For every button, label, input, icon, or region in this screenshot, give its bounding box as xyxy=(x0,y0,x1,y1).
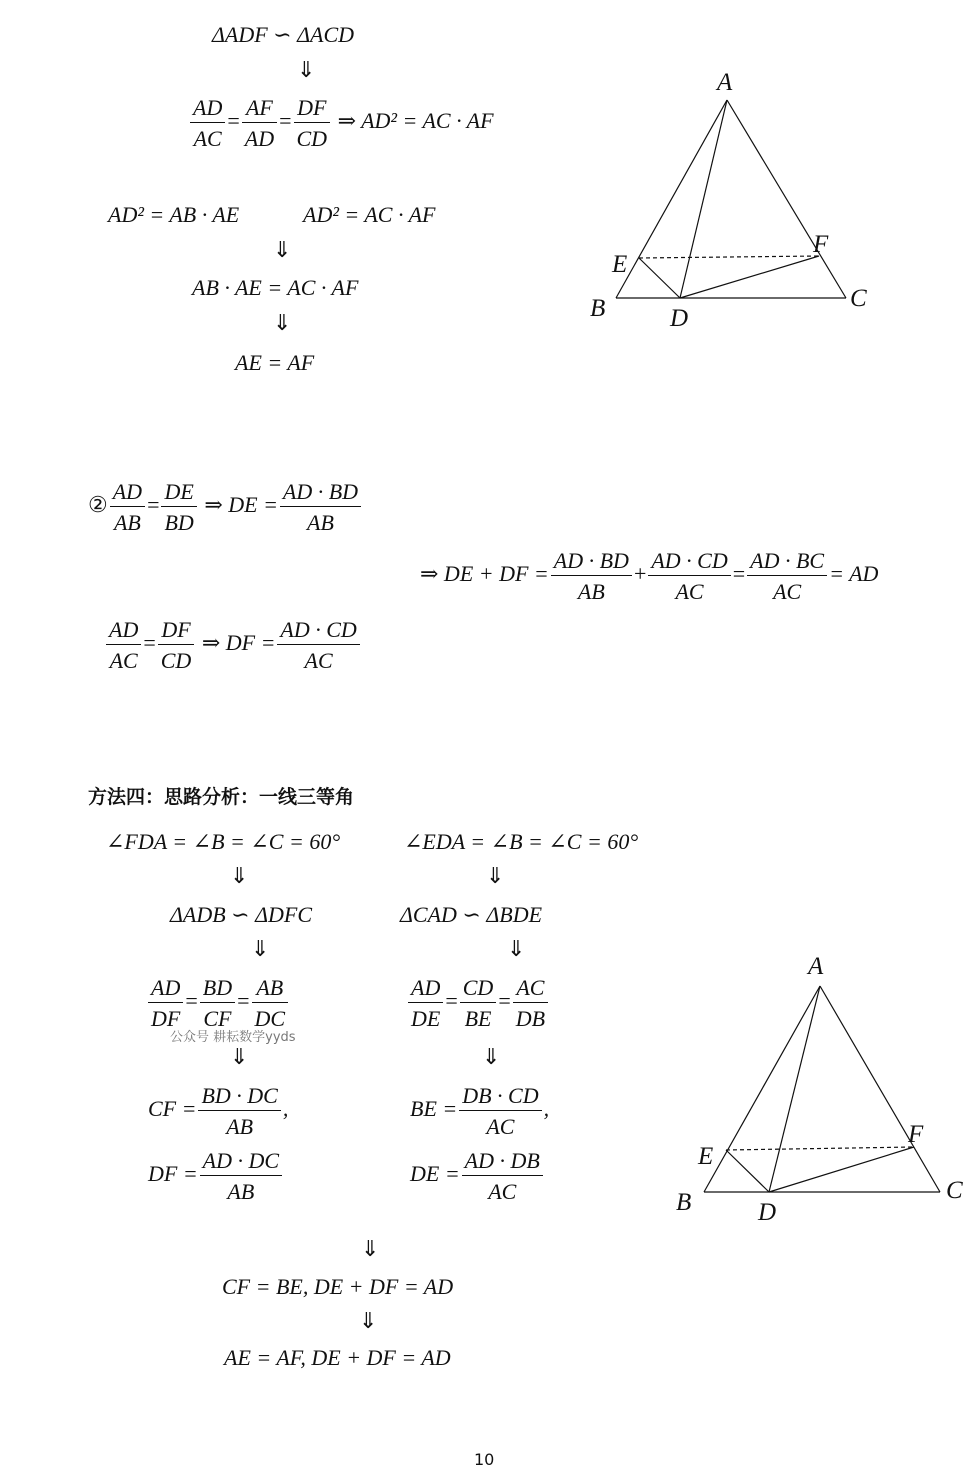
point-label-a: A xyxy=(808,953,824,980)
implies-down-arrow: ⇓ xyxy=(482,1045,501,1070)
point-label-c: C xyxy=(850,285,867,312)
fraction: $\frac{AB}{DC}$ xyxy=(252,976,289,1030)
point-label-e: E xyxy=(698,1143,714,1170)
fraction: $\frac{DF}{CD}$ xyxy=(294,96,331,150)
eq-de: DE = $\frac{AD \cdot DB}{AC}$ xyxy=(410,1149,545,1203)
implies-down-arrow: ⇓ xyxy=(486,864,505,889)
side-ac xyxy=(820,986,940,1192)
fraction: $\frac{AF}{AD}$ xyxy=(242,96,277,150)
implies-down-arrow: ⇓ xyxy=(297,58,316,83)
fraction: $\frac{BD}{CF}$ xyxy=(200,976,235,1030)
segment-ed xyxy=(726,1150,769,1192)
segment-ed xyxy=(639,258,680,298)
segment-ad xyxy=(769,986,820,1192)
circle-number: ② xyxy=(88,492,108,518)
segment-df xyxy=(769,1147,914,1192)
page-number: 10 xyxy=(474,1450,495,1469)
point-label-c: C xyxy=(946,1177,963,1204)
similar-triangles-adf-acd: ΔADF ∽ ΔACD xyxy=(212,22,355,47)
fraction: $\frac{AD \cdot BC}{AC}$ xyxy=(747,549,827,603)
triangle-figure-2 xyxy=(668,950,974,1232)
fraction: $\frac{AD}{DF}$ xyxy=(148,976,183,1030)
eq-de-derivation: ② $\frac{AD}{AB}$ = $\frac{DE}{BD}$ ⇒ DE = $\frac{AD \cdot BD}{AB}$ xyxy=(88,480,363,534)
fraction: $\frac{AD \cdot CD}{AC}$ xyxy=(277,618,359,672)
fraction: $\frac{DE}{BD}$ xyxy=(161,480,196,534)
point-label-e: E xyxy=(612,251,628,278)
fraction: $\frac{AD \cdot DB}{AC}$ xyxy=(462,1149,543,1203)
ratio-result: ⇒ AD² = AC · AF xyxy=(337,108,494,134)
angles-right: ∠EDA = ∠B = ∠C = 60° xyxy=(404,829,639,854)
conclusion-1: CF = BE, DE + DF = AD xyxy=(222,1274,454,1299)
eq-df: DF = $\frac{AD \cdot DC}{AB}$ xyxy=(148,1149,284,1203)
watermark: 公众号 耕耘数学yyds xyxy=(170,1030,296,1045)
fraction: $\frac{AD}{AB}$ xyxy=(110,480,145,534)
conclusion-2: AE = AF, DE + DF = AD xyxy=(224,1345,451,1370)
point-label-b: B xyxy=(676,1189,692,1216)
fraction: $\frac{DB \cdot CD}{AC}$ xyxy=(459,1084,541,1138)
point-label-d: D xyxy=(670,305,689,332)
method-4-heading: 方法四：思路分析：一线三等角 xyxy=(88,786,355,808)
segment-ef-dashed xyxy=(726,1147,914,1150)
eq-be: BE = $\frac{DB \cdot CD}{AC}$ , xyxy=(410,1083,550,1140)
side-ab xyxy=(616,100,727,298)
point-label-f: F xyxy=(813,231,829,258)
fraction: $\frac{AD}{DE}$ xyxy=(408,976,443,1030)
segment-df xyxy=(680,256,819,298)
implies-down-arrow: ⇓ xyxy=(361,1237,380,1262)
implies-down-arrow: ⇓ xyxy=(507,937,526,962)
implies-down-arrow: ⇓ xyxy=(273,311,292,336)
fraction: $\frac{AC}{DB}$ xyxy=(513,976,548,1030)
implies-down-arrow: ⇓ xyxy=(359,1309,378,1334)
implies-down-arrow: ⇓ xyxy=(273,238,292,263)
fraction: $\frac{DF}{CD}$ xyxy=(158,618,195,672)
triangle-figure-1 xyxy=(580,60,880,335)
segment-ef-dashed xyxy=(639,256,819,258)
eq-sum-de-df: ⇒ DE + DF = $\frac{AD \cdot BD}{AB}$ + $\frac{AD \cdot CD}{AC}$ = $\frac{AD \cdot BC}{AC}$ = AD xyxy=(420,548,879,605)
angles-left: ∠FDA = ∠B = ∠C = 60° xyxy=(106,829,341,854)
eq-cf: CF = $\frac{BD \cdot DC}{AB}$ , xyxy=(148,1083,289,1140)
fraction: $\frac{AD \cdot BD}{AB}$ xyxy=(551,549,632,603)
fraction: $\frac{BD \cdot DC}{AB}$ xyxy=(198,1084,280,1138)
implies-down-arrow: ⇓ xyxy=(230,864,249,889)
fraction: $\frac{CD}{BE}$ xyxy=(460,976,497,1030)
fraction: $\frac{AD}{AC}$ xyxy=(190,96,225,150)
implies-down-arrow: ⇓ xyxy=(251,937,270,962)
ratio-equation-adf: $\frac{AD}{AC}$ = $\frac{AF}{AD}$ = $\frac{DF}{CD}$ ⇒ AD² = AC · AF xyxy=(188,96,494,150)
side-ab xyxy=(704,986,820,1192)
point-label-d: D xyxy=(758,1199,777,1226)
eq-ad2-ab-ae: AD² = AB · AE xyxy=(108,202,240,227)
point-label-a: A xyxy=(717,69,733,96)
ratio-right: $\frac{AD}{DE}$ = $\frac{CD}{BE}$ = $\frac{AC}{DB}$ xyxy=(406,976,550,1030)
ratio-left: $\frac{AD}{DF}$ = $\frac{BD}{CF}$ = $\frac{AB}{DC}$ xyxy=(146,976,290,1030)
side-ac xyxy=(727,100,846,298)
fraction: $\frac{AD \cdot DC}{AB}$ xyxy=(200,1149,282,1203)
point-label-b: B xyxy=(590,295,606,322)
similar-adb-dfc: ΔADB ∽ ΔDFC xyxy=(170,902,313,927)
similar-cad-bde: ΔCAD ∽ ΔBDE xyxy=(400,902,543,927)
fraction: $\frac{AD}{AC}$ xyxy=(106,618,141,672)
eq-ae-af: AE = AF xyxy=(235,350,315,375)
fraction: $\frac{AD \cdot BD}{AB}$ xyxy=(280,480,361,534)
point-label-f: F xyxy=(908,1121,924,1148)
eq-ad2-ac-af: AD² = AC · AF xyxy=(303,202,436,227)
fraction: $\frac{AD \cdot CD}{AC}$ xyxy=(648,549,730,603)
eq-ab-ae-ac-af: AB · AE = AC · AF xyxy=(192,275,359,300)
eq-df-derivation: $\frac{AD}{AC}$ = $\frac{DF}{CD}$ ⇒ DF = $\frac{AD \cdot CD}{AC}$ xyxy=(104,618,362,672)
implies-down-arrow: ⇓ xyxy=(230,1045,249,1070)
segment-ad xyxy=(680,100,727,298)
